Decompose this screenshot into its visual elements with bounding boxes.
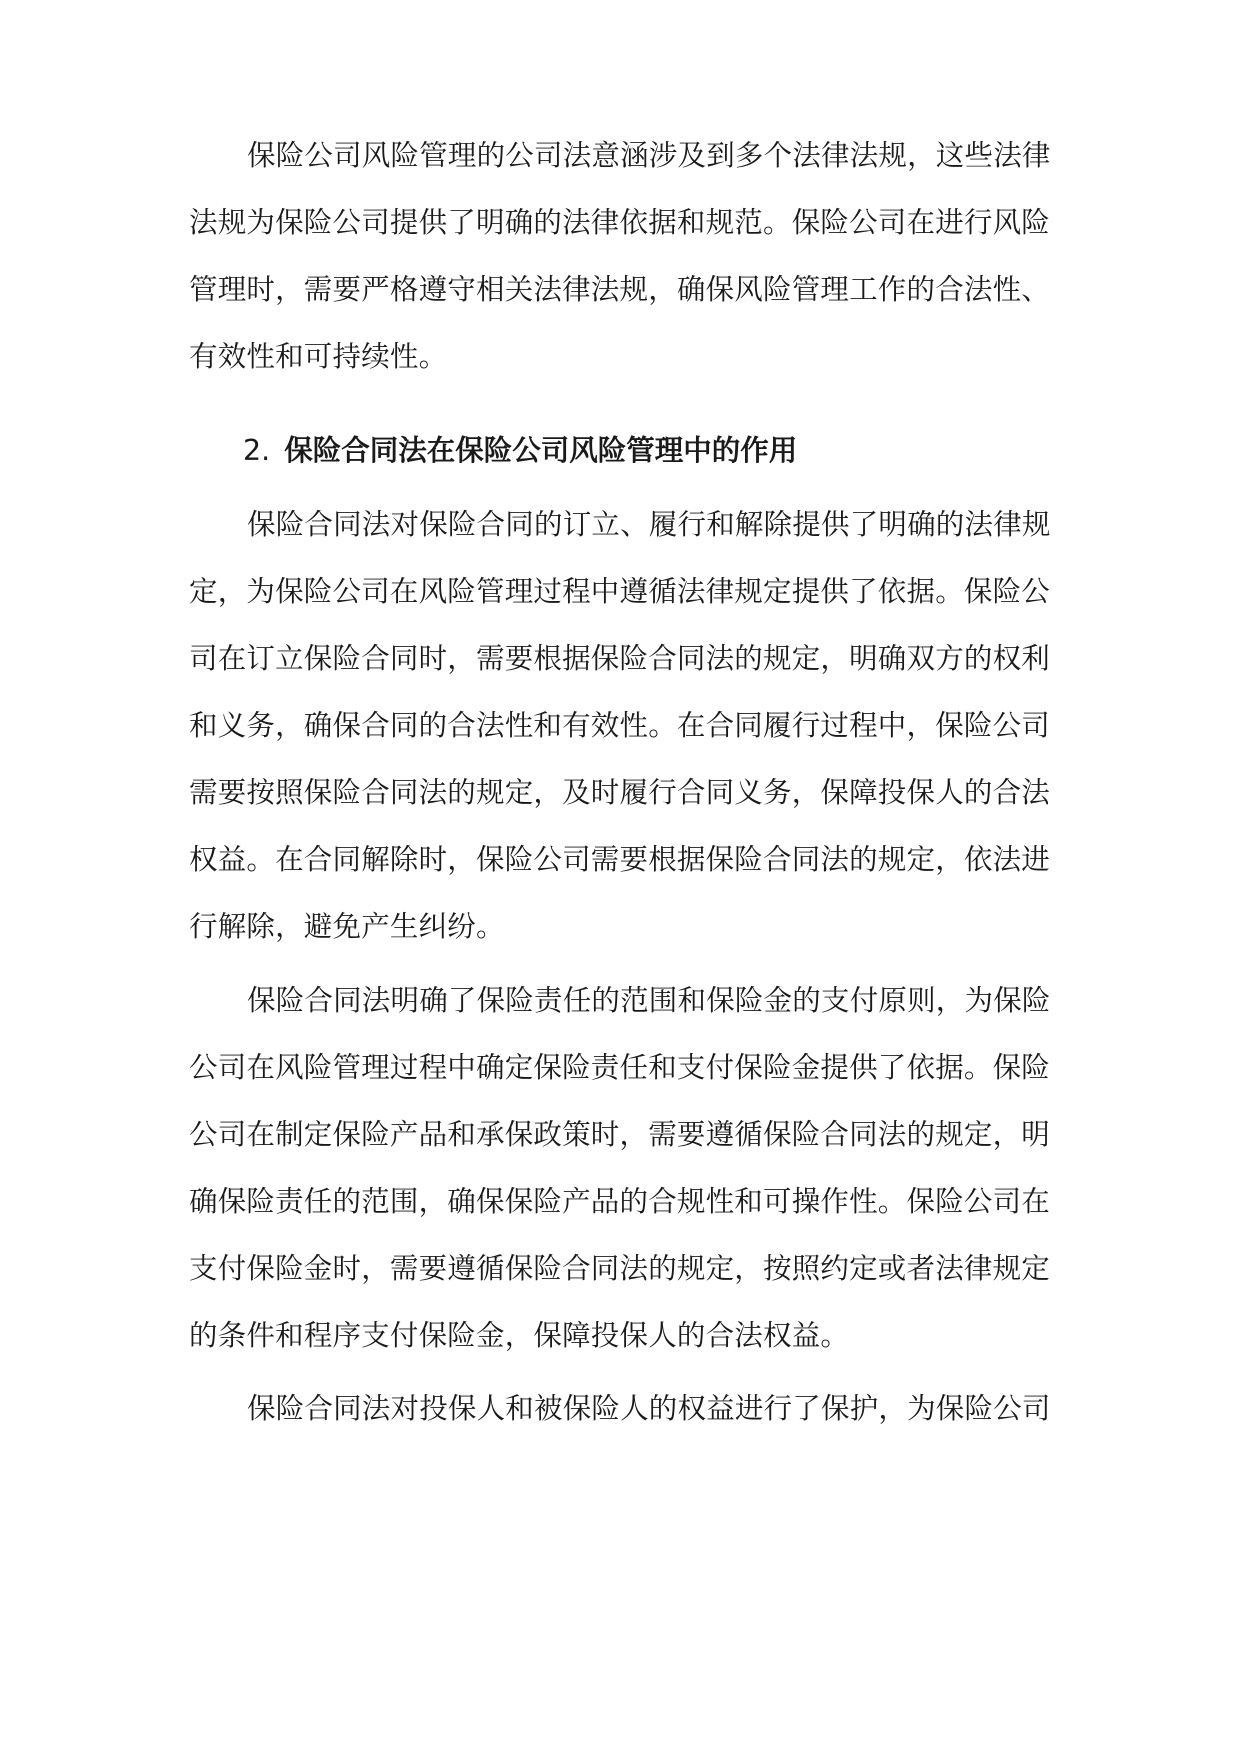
paragraph-line: 确保险责任的范围，确保保险产品的合规性和可操作性。保险公司在 [189,1185,1051,1218]
paragraph-line: 法规为保险公司提供了明确的法律依据和规范。保险公司在进行风险 [189,206,1051,239]
paragraph-line: 保险合同法明确了保险责任的范围和保险金的支付原则，为保险 [247,984,1051,1017]
paragraph-line: 有效性和可持续性。 [189,340,448,373]
paragraph-line: 权益。在合同解除时，保险公司需要根据保险合同法的规定，依法进 [189,843,1051,876]
section-number: 2. [243,434,271,467]
paragraph-line: 保险公司风险管理的公司法意涵涉及到多个法律法规，这些法律 [247,139,1051,172]
section-title: 保险合同法在保险公司风险管理中的作用 [284,434,798,467]
paragraph-line: 管理时，需要严格遵守相关法律法规，确保风险管理工作的合法性、 [189,273,1051,306]
paragraph-line: 公司在风险管理过程中确定保险责任和支付保险金提供了依据。保险 [189,1051,1051,1084]
paragraph-line: 保险合同法对保险合同的订立、履行和解除提供了明确的法律规 [247,508,1051,541]
paragraph-line: 支付保险金时，需要遵循保险合同法的规定，按照约定或者法律规定 [189,1252,1051,1285]
paragraph-line: 行解除，避免产生纠纷。 [189,910,505,943]
paragraph-line: 保险合同法对投保人和被保险人的权益进行了保护，为保险公司 [247,1392,1051,1425]
paragraph-line: 定，为保险公司在风险管理过程中遵循法律规定提供了依据。保险公 [189,575,1051,608]
paragraph-line: 需要按照保险合同法的规定，及时履行合同义务，保障投保人的合法 [189,776,1051,809]
paragraph-line: 的条件和程序支付保险金，保障投保人的合法权益。 [189,1319,850,1352]
section-heading [243,431,797,471]
paragraph-line: 司在订立保险合同时，需要根据保险合同法的规定，明确双方的权利 [189,642,1051,675]
paragraph-line: 和义务，确保合同的合法性和有效性。在合同履行过程中，保险公司 [189,709,1051,742]
paragraph-line: 公司在制定保险产品和承保政策时，需要遵循保险合同法的规定，明 [189,1118,1051,1151]
